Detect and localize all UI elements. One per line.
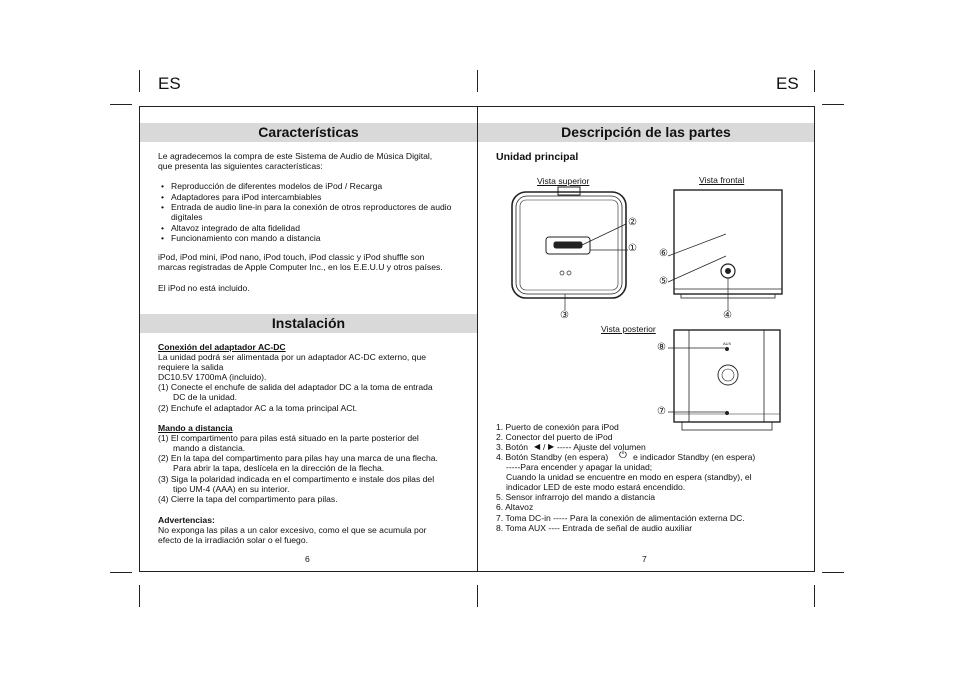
parts-item: 7. Toma DC-in ----- Para la conexión de alimentación externa DC.: [496, 513, 745, 523]
section-band-descripcion: [478, 123, 814, 142]
parts-item: 3. Botón: [496, 442, 529, 452]
feature-bullet: • Altavoz integrado de alta fidelidad: [171, 223, 300, 233]
remote-line: (3) Siga la polaridad indicada en el compartimento e instale dos pilas del: [158, 474, 435, 484]
not-included-note: El iPod no está incluido.: [158, 283, 250, 293]
volume-down-icon: ◀: [534, 442, 541, 451]
parts-item: -----Para encender y apagar la unidad;: [506, 462, 653, 472]
intro-line: que presenta las siguientes características:: [158, 161, 323, 171]
intro-line: Le agradecemos la compra de este Sistema de Audio de Música Digital,: [158, 151, 433, 161]
remote-line: (4) Cierre la tapa del compartimento para pilas.: [158, 494, 338, 504]
page-number-right: 7: [642, 554, 647, 564]
adapter-line: DC10.5V 1700mA (incluido).: [158, 372, 267, 382]
adapter-line: DC de la unidad.: [173, 392, 238, 402]
parts-item: 5. Sensor infrarrojo del mando a distancia: [496, 492, 656, 502]
callout-5: ⑤: [659, 276, 668, 287]
feature-bullet: • Reproducción de diferentes modelos de iPod / Recarga: [171, 181, 382, 191]
crop-mark: [110, 572, 132, 573]
trademark-line: marcas registradas de Apple Computer Inc., en los E.E.U.U y otros países.: [158, 262, 443, 272]
power-icon: ⏻: [619, 450, 627, 461]
parts-item: 2. Conector del puerto de iPod: [496, 432, 613, 442]
parts-item: 1. Puerto de conexión para iPod: [496, 422, 619, 432]
adapter-line: (2) Enchufe el adaptador AC a la toma principal ACt.: [158, 403, 358, 413]
parts-diagram: [478, 170, 814, 440]
language-label-right: ES: [776, 74, 799, 93]
adapter-heading: Conexión del adaptador AC-DC: [158, 342, 286, 352]
section-band-instalacion: [140, 314, 477, 333]
callout-6: ⑥: [659, 248, 668, 259]
parts-item: 6. Altavoz: [496, 502, 534, 512]
view-label-front: Vista frontal: [699, 175, 745, 185]
volume-up-icon: ▶: [548, 442, 555, 451]
parts-item: ----- Ajuste del volumen: [557, 442, 646, 452]
rear-aux-label: AUX: [723, 341, 732, 346]
parts-item-separator: /: [543, 442, 546, 452]
crop-mark: [139, 585, 140, 607]
section-title-instalacion: Instalación: [271, 315, 346, 331]
crop-mark: [477, 585, 478, 607]
section-title-descripcion: Descripción de las partes: [561, 124, 731, 140]
page-frame-left: [139, 106, 140, 572]
adapter-line: requiere la salida: [158, 362, 224, 372]
crop-mark: [814, 585, 815, 607]
crop-mark: [139, 70, 140, 92]
language-label-left: ES: [158, 74, 181, 93]
warning-line: efecto de la irradiación solar o el fuego.: [158, 535, 309, 545]
view-label-top: Vista superior: [537, 176, 590, 186]
section-title-caracteristicas: Características: [258, 124, 359, 140]
parts-item: indicador LED de este modo estará encendido.: [506, 482, 686, 492]
feature-bullet: • Entrada de audio line-in para la conexión de otros reproductores de audio: [171, 202, 451, 212]
remote-line: mando a distancia.: [173, 443, 246, 453]
page-number-left: 6: [305, 554, 310, 564]
feature-bullet: • Adaptadores para iPod intercambiables: [171, 192, 321, 202]
warning-line: No exponga las pilas a un calor excesivo, como el que se acumula por: [158, 525, 427, 535]
remote-heading: Mando a distancia: [158, 423, 233, 433]
adapter-line: La unidad podrá ser alimentada por un adaptador AC-DC externo, que: [158, 352, 427, 362]
callout-4: ④: [723, 310, 732, 321]
crop-mark: [110, 104, 132, 105]
parts-item: e indicador Standby (en espera): [633, 452, 756, 462]
callout-7: ⑦: [657, 406, 666, 417]
trademark-line: iPod, iPod mini, iPod nano, iPod touch, iPod classic y iPod shuffle son: [158, 252, 425, 262]
crop-mark: [477, 70, 478, 92]
top-view-drawing: [512, 187, 628, 310]
warning-heading: Advertencias:: [158, 515, 215, 525]
remote-line: tipo UM-4 (AAA) en su interior.: [173, 484, 290, 494]
feature-bullet-continued: digitales: [171, 212, 203, 222]
callout-3: ③: [560, 310, 569, 321]
front-view-drawing: [668, 190, 782, 311]
feature-bullet: • Funcionamiento con mando a distancia: [171, 233, 321, 243]
section-band-caracteristicas: [140, 123, 477, 142]
parts-item: 4. Botón Standby (en espera): [496, 452, 609, 462]
adapter-line: (1) Conecte el enchufe de salida del adaptador DC a la toma de entrada: [158, 382, 433, 392]
remote-line: (1) El compartimento para pilas está situado en la parte posterior del: [158, 433, 419, 443]
crop-mark: [822, 104, 844, 105]
remote-line: Para abrir la tapa, deslícela en la dirección de la flecha.: [173, 463, 385, 473]
parts-item: 8. Toma AUX ---- Entrada de señal de audio auxiliar: [496, 523, 693, 533]
parts-item: Cuando la unidad se encuentre en modo en espera (standby), el: [506, 472, 752, 482]
callout-8: ⑧: [657, 342, 666, 353]
page-frame-right: [814, 106, 815, 572]
subtitle-unidad-principal: Unidad principal: [496, 151, 579, 163]
crop-mark: [814, 70, 815, 92]
view-label-rear: Vista posterior: [601, 324, 656, 334]
callout-2: ②: [628, 217, 637, 228]
callout-1: ①: [628, 243, 637, 254]
crop-mark: [822, 572, 844, 573]
remote-line: (2) En la tapa del compartimento para pilas hay una marca de una flecha.: [158, 453, 438, 463]
